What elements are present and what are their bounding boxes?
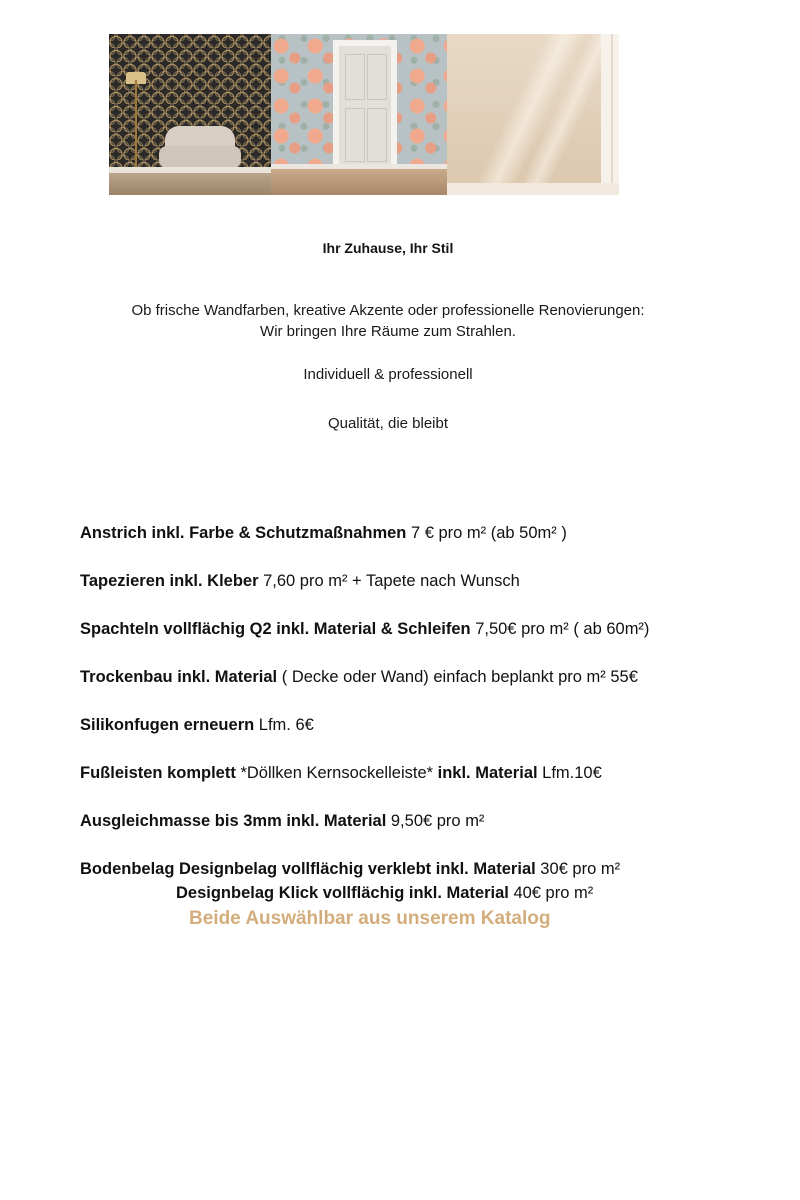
baseboard [447,183,619,195]
floor-lamp-pole [135,80,137,180]
door-panel [345,54,365,100]
service-name: Anstrich inkl. Farbe & Schutzmaßnahmen [80,524,407,542]
service-price: 40€ pro m² [508,884,594,902]
service-name: Designbelag Klick vollflächig inkl. Material [176,884,509,902]
wood-floor [109,173,271,195]
service-item-ausgleichmasse [80,812,484,831]
service-price: 7 € pro m² (ab 50m² ) [406,524,567,542]
service-price: Lfm. 6€ [254,716,314,734]
service-price: 30€ pro m² [535,860,621,878]
service-name: Spachteln vollflächig Q2 inkl. Material & Schleifen [80,620,471,638]
service-item-anstrich [80,524,567,543]
service-item-tapezieren [80,572,520,591]
tagline-quality: Qualität, die bleibt [327,415,449,432]
service-item-silikonfugen [80,716,314,735]
service-item-designbelag-klick [176,884,593,903]
door-panel [367,108,387,162]
service-name: Trockenbau inkl. Material [80,668,278,686]
door-panel [345,108,365,162]
sofa-seat [159,146,241,168]
service-name: Ausgleichmasse bis 3mm inkl. Material [80,812,387,830]
window-frame [611,34,613,184]
catalog-note: Beide Auswählbar aus unserem Katalog [189,908,551,929]
service-name: Silikonfugen erneuern [80,716,255,734]
floral-wallpaper-door-image [271,34,447,195]
door-panel [367,54,387,100]
service-item-fussleisten [80,764,602,783]
service-price: Lfm.10€ [537,764,602,782]
service-item-spachteln [80,620,649,639]
intro-text [0,300,776,342]
service-price: 7,50€ pro m² ( ab 60m²) [470,620,650,638]
service-item-trockenbau [80,668,638,687]
dark-wallpaper-room-image [109,34,271,195]
page-headline: Ihr Zuhause, Ihr Stil [322,240,454,256]
service-item-bodenbelag-verklebt [80,860,620,879]
intro-line: Wir bringen Ihre Räume zum Strahlen. [260,323,516,340]
window [601,34,619,184]
service-name: Tapezieren inkl. Kleber [80,572,259,590]
service-price: 7,60 pro m² + Tapete nach Wunsch [258,572,520,590]
service-price: 9,50€ pro m² [386,812,485,830]
service-detail: *Döllken Kernsockelleiste* [235,764,438,782]
service-name: Bodenbelag Designbelag vollflächig verklebt inkl. Material [80,860,536,878]
door [339,46,391,170]
wood-floor [271,169,447,195]
intro-line: Ob frische Wandfarben, kreative Akzente oder professionelle Renovierungen: [131,302,645,319]
service-name-suffix: inkl. Material [437,764,538,782]
hero-banner [109,34,619,195]
service-price: ( Decke oder Wand) einfach beplankt pro m² 55€ [277,668,638,686]
beige-room-light-image [447,34,619,195]
tagline-individual: Individuell & professionell [303,366,473,383]
service-name: Fußleisten komplett [80,764,236,782]
